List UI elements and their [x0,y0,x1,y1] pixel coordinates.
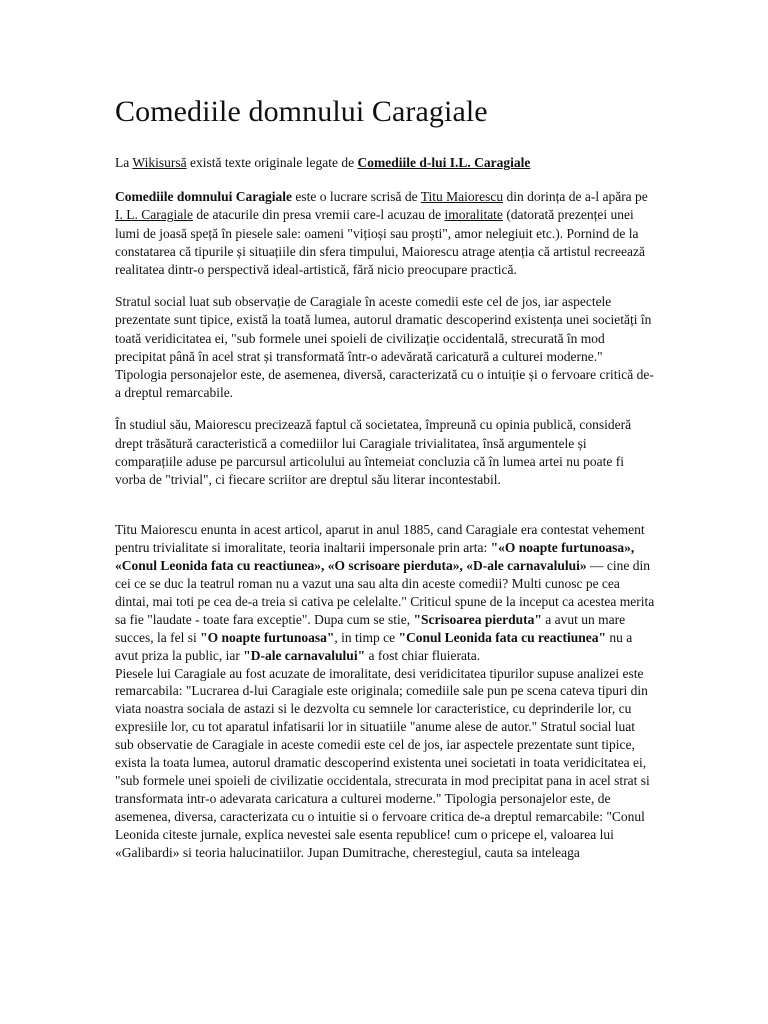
intro-paragraph: Comediile domnului Caragiale este o lucrare scrisă de Titu Maiorescu din dorința de a-l apăra pe I. L. Caragiale de atacurile din presa vremii care-l acuzau de imoralitate (datorată prezenței unei lumi de joasă speță în piesele sale: oameni "vițioși sau proști", amor nelegiuit etc.). Pornind de la constatarea că tipurile și situațiile din sfera timpului, Maiorescu atrage atenția că artistul recreează realitatea dintr-o perspectivă ideal-artistică, fără nicio preocupare practică. [115,189,648,278]
paragraph-article: Titu Maiorescu enunta in acest articol, aparut in anul 1885, cand Caragiale era contestat vehement pentru trivialitate si imoralitate, teoria inaltarii impersonale prin arta: "«O noapte furtunoasa», «Conul Leonida fata cu reactiunea», «O scrisoare pierduta», «D-ale carnavalului» — cine din cei ce se duc la teatrul roman nu a vazut una sau alta din aceste comedii? Multi cunosc pe cea dintai, mai toti pe cea de-a treia si cativa pe celelalte." Criticul spune de la inceput ca acestea merita sa fie "laudate - toate fara exceptie". Dupa cum se stie, "Scrisoarea pierduta" a avut un mare succes, la fel si "O noapte furtunoasa", in timp ce "Conul Leonida fata cu reactiunea" nu a avut priza la public, iar "D-ale carnavalului" a fost chiar fluierata. [115,522,655,663]
page-title: Comediile domnului Caragiale [115,95,488,128]
paragraph-study: În studiul său, Maiorescu precizează faptul că societatea, împreună cu opinia publică, consideră drept trăsătură caracteristică a comediilor lui Caragiale trivialitatea, însă argumentele și comparațiile aduse pe parcursul articolului au întemeiat concluzia că în lumea artei nu poate fi vorba de "trivial", ci fiecare scriitor are dreptul său literar incontestabil. [115,417,632,488]
original-text-link[interactable]: Comediile d-lui I.L. Caragiale [357,155,531,170]
titu-maiorescu-link[interactable]: Titu Maiorescu [420,189,504,205]
imoralitate-link[interactable]: imoralitate [444,207,503,223]
document-page [115,92,655,861]
second-section [115,521,655,861]
article-subject: Comediile domnului Caragiale [115,189,293,205]
section-gap [115,489,655,521]
wikisource-link[interactable]: Wikisursă [132,155,187,170]
paragraph-social-strata: Stratul social luat sub observație de Caragiale în aceste comedii este cel de jos, iar aspectele prezentate sunt tipice, există la toată lumea, autorul dramatic descoperind existența unei societăți în toată veridicitatea ei, "sub formele unei spoieli de civilizație occidentală, strecurată în mod precipitat până în acel strat și transformată într-o adevărată caricatură a culturei moderne." Tipologia personajelor este, de asemenea, diversă, caracterizată cu o intuiție și o fervoare critică de-a dreptul remarcabile. [115,294,654,401]
wikisource-reference: La Wikisursă există texte originale legate de Comediile d-lui I.L. Caragiale [115,155,531,170]
caragiale-link[interactable]: I. L. Caragiale [115,207,193,223]
paragraph-immorality: Piesele lui Caragiale au fost acuzate de imoralitate, desi veridicitatea tipurilor supuse analizei este remarcabila: "Lucrarea d-lui Caragiale este originala; comediile sale pun pe scena cateva tipuri din viata noastra sociala de astazi si le dezvolta cu semnele lor caracteristice, cu deprinderile lor, cu expresiile lor, cu tot aparatul infatisarii lor in situatiile "anume alese de autor." Stratul social luat sub observatie de Caragiale in aceste comedii este cel de jos, iar aspectele prezentate sunt tipice, exista la toata lumea, autorul dramatic descoperind existenta unei societati in toata veridicitatea ei, "sub formele unei spoieli de civilizatie occidentala, strecurata in mod precipitat pana in acel strat si transformata intr-o adevarata caricatura a culturei moderne." Tipologia personajelor este, de asemenea, diversa, caracterizata cu o intuitie si o fervoare critica de-a dreptul remarcabile: "Conul Leonida citeste jurnale, explica nevestei sale esenta republice! cum o pricepe el, valoarea lui «Galibardi» si teoria halucinatiilor. Jupan Dumitrache, cherestegiul, cauta sa inteleaga [115,665,650,860]
